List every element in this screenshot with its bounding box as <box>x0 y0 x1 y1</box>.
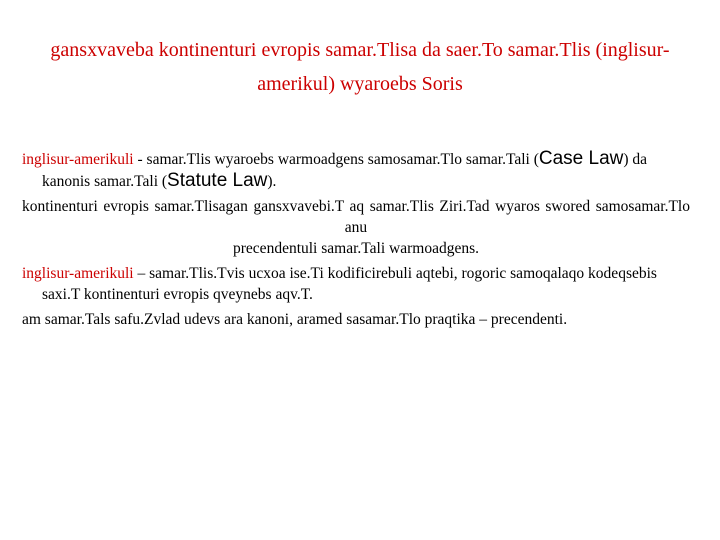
text-run: ). <box>267 173 277 190</box>
highlight-term: inglisur-amerikuli <box>22 151 134 168</box>
text-line: precendentuli samar.Tali warmoadgens. <box>233 240 479 257</box>
paragraph-continental-difference <box>22 196 690 259</box>
text-line: kontinenturi evropis samar.Tlisagan gansxvavebi.T aq samar.Tlis Ziri.Tad wyaros swored samosamar.Tlo anu <box>22 198 690 236</box>
slide-title: gansxvaveba kontinenturi evropis samar.Tlisa da saer.To samar.Tlis (inglisur-amerikul) wyaroebs Soris <box>50 39 670 95</box>
slide-body <box>22 148 690 334</box>
case-law-term: Case Law <box>538 148 624 169</box>
text-run: - samar.Tlis wyaroebs warmoadgens samosamar.Tlo samar.Tali ( <box>133 151 539 168</box>
text-run: am samar.Tals safu.Zvlad udevs ara kanoni, aramed sasamar.Tlo praqtika – precendenti. <box>22 311 568 328</box>
paragraph-common-law-sources <box>22 148 690 192</box>
highlight-term: inglisur-amerikuli <box>22 265 134 282</box>
paragraph-codification <box>22 263 690 305</box>
paragraph-precedent <box>22 309 690 330</box>
statute-law-term: Statute Law <box>167 170 268 191</box>
text-run: – samar.Tlis.Tvis ucxoa ise.Ti kodificirebuli aqtebi, rogoric samoqalaqo kodeqsebis saxi.T kontinenturi evropis qveynebs aqv.T. <box>42 265 657 303</box>
text-run: ) da kanonis samar.Tali ( <box>42 151 648 190</box>
